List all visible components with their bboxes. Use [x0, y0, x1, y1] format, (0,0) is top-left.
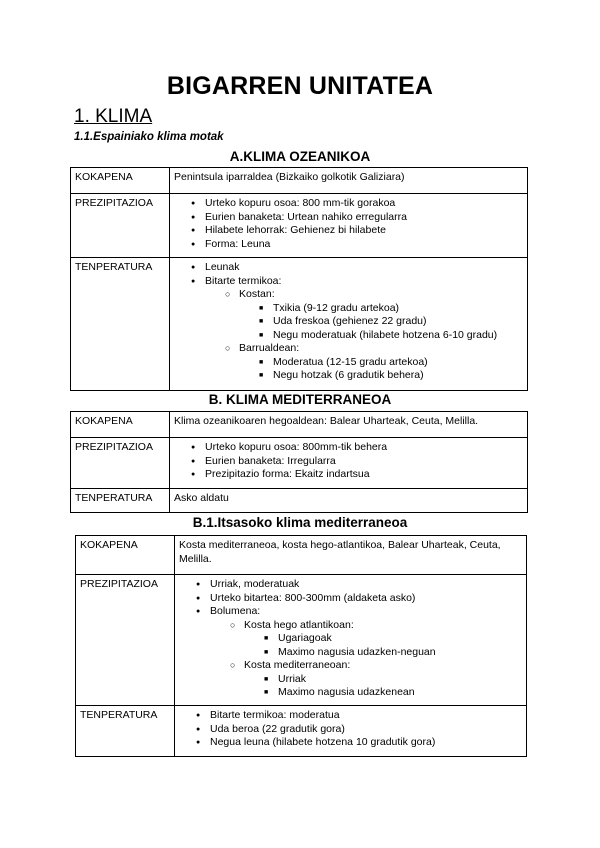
row-label: TENPERATURA [71, 489, 170, 513]
row-value [175, 706, 527, 757]
list-item: ● Hilabete lehorrak: Gehienez bi hilabete [174, 224, 523, 238]
page-title: BIGARREN UNITATEA [166, 72, 434, 100]
table-row [71, 438, 528, 489]
list-item: ■ Txikia (9-12 gradu artekoa) [239, 302, 523, 316]
list-item [179, 605, 522, 700]
list-item: ● Eurien banaketa: Urtean nahiko erregularra [174, 211, 523, 225]
row-label: TENPERATURA [76, 706, 175, 757]
list-item-text: Kosta mediterraneoan: [244, 659, 351, 671]
list-item: ■ Uda freskoa (gehienez 22 gradu) [239, 315, 523, 329]
table-title-a: A.KLIMA OZEANIKOA [229, 149, 371, 164]
row-value [170, 194, 528, 258]
subsection-heading: 1.1.Espainiako klima motak [74, 131, 224, 143]
table-row [76, 706, 527, 757]
table-row [71, 489, 528, 513]
table-row [76, 536, 527, 575]
list-item [210, 659, 522, 700]
row-label: PREZIPITAZIOA [71, 194, 170, 258]
row-label: PREZIPITAZIOA [71, 438, 170, 489]
row-value: Asko aldatu [170, 489, 528, 513]
row-value: Penintsula iparraldea (Bizkaiko golkotik Galiziara) [170, 168, 528, 194]
list-item: ■ Maximo nagusia udazkenean [244, 686, 522, 700]
climate-table-b1 [75, 535, 527, 757]
table-title-b1: B.1.Itsasoko klima mediterraneoa [192, 515, 408, 530]
list-item: ● Urteko kopuru osoa: 800 mm-tik gorakoa [174, 197, 523, 211]
climate-table-b [70, 411, 528, 513]
table-row [71, 258, 528, 391]
row-label: TENPERATURA [71, 258, 170, 391]
list-item: ● Negua leuna (hilabete hotzena 10 gradutik gora) [179, 736, 522, 750]
list-item: ● Urteko bitartea: 800-300mm (aldaketa asko) [179, 592, 522, 606]
list-item-text: Kostan: [239, 288, 275, 300]
climate-table-a [70, 167, 528, 391]
list-item: ● Uda beroa (22 gradutik gora) [179, 723, 522, 737]
list-item-text: Kosta hego atlantikoan: [244, 618, 354, 631]
list-item: ■ Moderatua (12-15 gradu artekoa) [239, 356, 523, 370]
row-value [170, 438, 528, 489]
list-item: ■ Urriak [244, 673, 522, 687]
row-label: KOKAPENA [71, 412, 170, 438]
list-item [174, 275, 523, 383]
list-item: ■ Negu moderatuak (hilabete hotzena 6-10 gradu) [239, 329, 523, 343]
row-value [170, 258, 528, 391]
list-item: ● Forma: Leuna [174, 238, 523, 252]
list-item: ● Urriak, moderatuak [179, 578, 522, 592]
list-item: ● Urteko kopuru osoa: 800mm-tik behera [174, 441, 523, 455]
list-item [205, 342, 523, 383]
row-label: KOKAPENA [76, 536, 175, 575]
table-row [71, 412, 528, 438]
list-item-text: Bitarte termikoa: [205, 274, 282, 287]
list-item: ● Eurien banaketa: Irregularra [174, 455, 523, 469]
list-item-text: Barrualdean: [239, 342, 300, 354]
row-value: Kosta mediterraneoa, kosta hego-atlantikoa, Balear Uharteak, Ceuta, Melilla. [175, 536, 527, 575]
section-heading: 1. KLIMA [74, 106, 153, 127]
list-item: ■ Negu hotzak (6 gradutik behera) [239, 369, 523, 383]
table-row [71, 194, 528, 258]
list-item: ● Leunak [174, 261, 523, 275]
row-label: KOKAPENA [71, 168, 170, 194]
list-item: ■ Maximo nagusia udazken-neguan [244, 646, 522, 660]
list-item: ■ Ugariagoak [244, 632, 522, 646]
list-item: ● Bitarte termikoa: moderatua [179, 709, 522, 723]
table-row [76, 575, 527, 706]
row-value [175, 575, 527, 706]
list-item-text: Bolumena: [210, 605, 261, 617]
row-value: Klima ozeanikoaren hegoaldean: Balear Uharteak, Ceuta, Melilla. [170, 412, 528, 438]
row-label: PREZIPITAZIOA [76, 575, 175, 706]
list-item [210, 619, 522, 660]
table-title-b: B. KLIMA MEDITERRANEOA [208, 392, 392, 407]
list-item [205, 288, 523, 342]
table-row [71, 168, 528, 194]
list-item: ● Prezipitazio forma: Ekaitz indartsua [174, 468, 523, 482]
